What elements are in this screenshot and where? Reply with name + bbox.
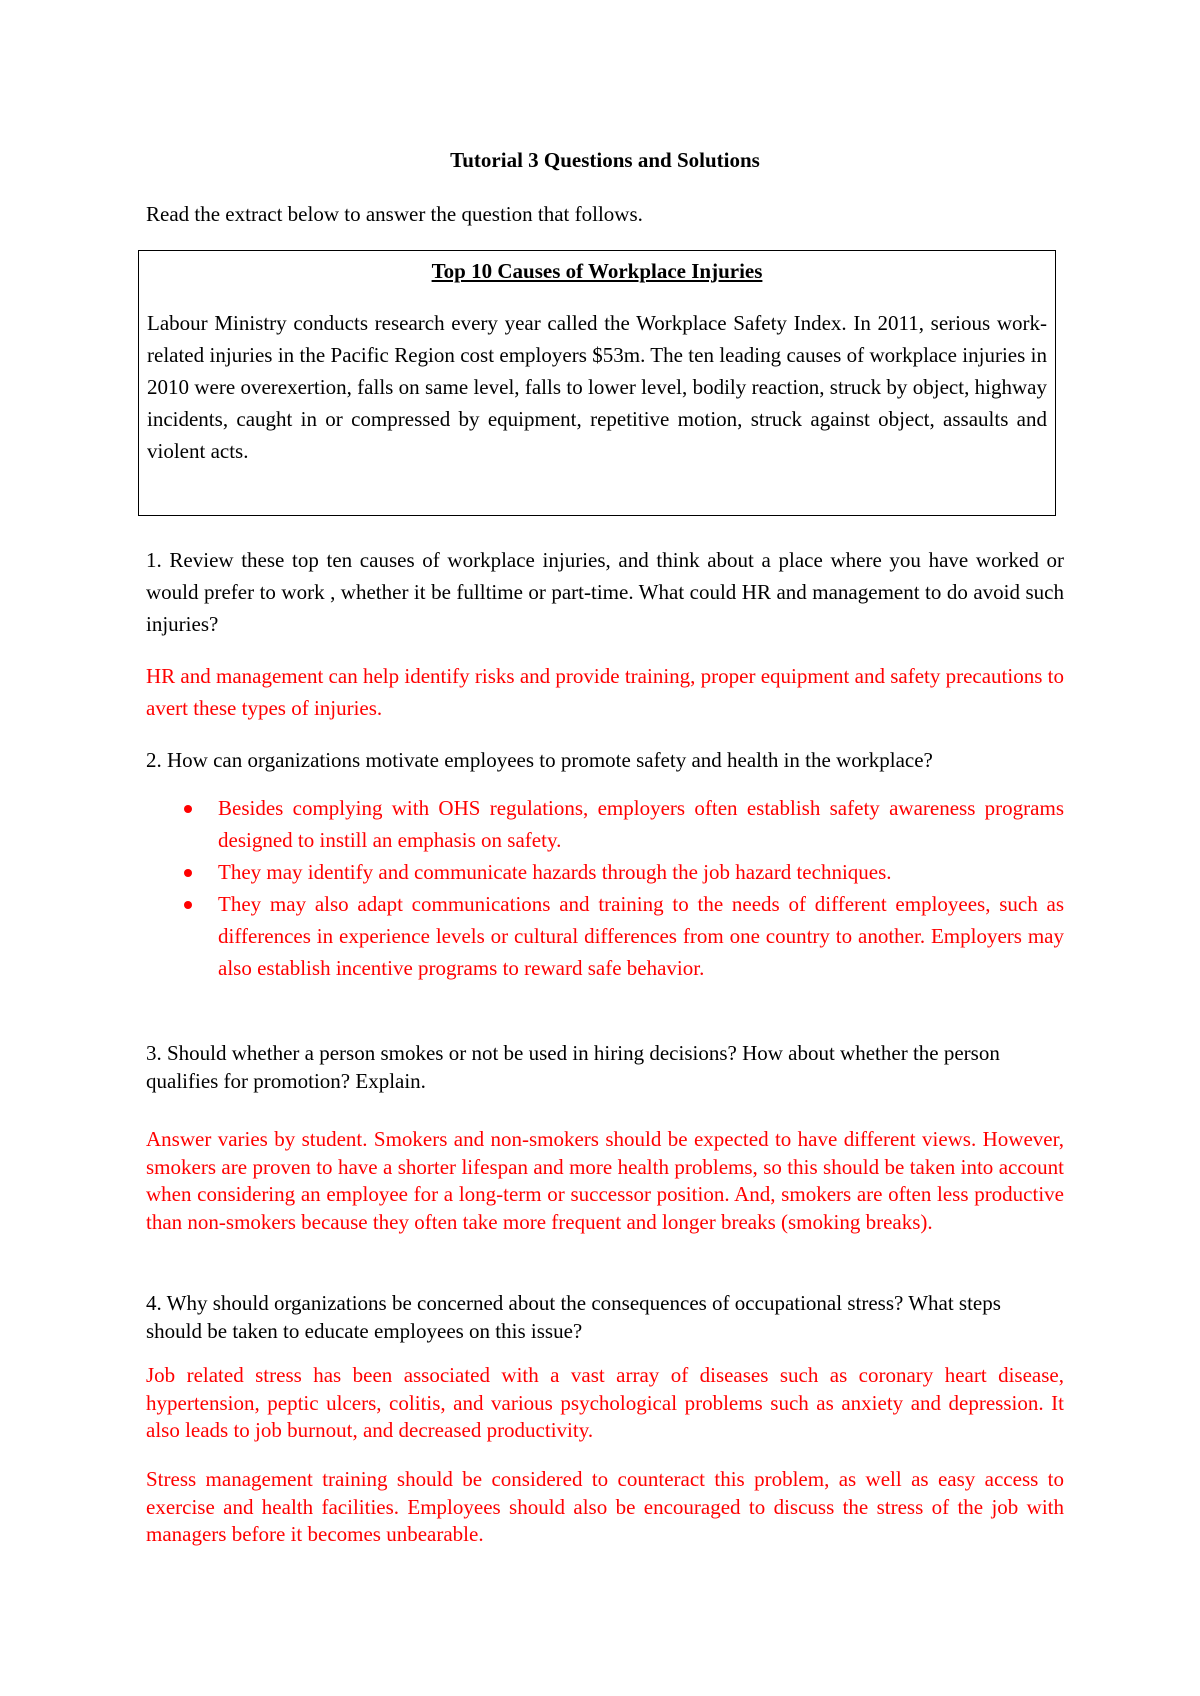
bullet-dot-icon: [184, 869, 192, 877]
answer-3: Answer varies by student. Smokers and non-smokers should be expected to have different views. However, smokers are proven to have a shorter lifespan and more health problems, so this should be taken into account when considering an employee for a long-term or successor position. And, smokers are often less productive than non-smokers because they often take more frequent and longer breaks (smoking breaks).: [146, 1127, 1064, 1234]
answer-2-bullet-text: Besides complying with OHS regulations, employers often establish safety awareness programs designed to instill an emphasis on safety.: [218, 796, 1064, 852]
answer-2-bullet: [146, 856, 1064, 888]
bullet-dot-icon: [184, 805, 192, 813]
answer-1: HR and management can help identify risks and provide training, proper equipment and safety precautions to avert these types of injuries.: [146, 664, 1064, 720]
answer-2-bullet: [146, 792, 1064, 856]
question-3: 3. Should whether a person smokes or not be used in hiring decisions? How about whether the person qualifies for promotion? Explain.: [146, 1041, 1000, 1093]
intro-text: Read the extract below to answer the question that follows.: [146, 202, 643, 226]
document-title: Tutorial 3 Questions and Solutions: [450, 148, 760, 172]
extract-box: [138, 250, 1056, 516]
bullet-dot-icon: [184, 901, 192, 909]
extract-heading: Top 10 Causes of Workplace Injuries: [431, 259, 763, 283]
answer-2-bullet-text: They may identify and communicate hazards through the job hazard techniques.: [218, 860, 892, 884]
question-2: 2. How can organizations motivate employees to promote safety and health in the workplace?: [146, 748, 933, 772]
answer-4: Job related stress has been associated with a vast array of diseases such as coronary heart disease, hypertension, peptic ulcers, colitis, and various psychological problems such as anxiety and depression. It also leads to job burnout, and decreased productivity.: [146, 1363, 1064, 1442]
answer-2-bullet-text: They may also adapt communications and training to the needs of different employees, such as differences in experience levels or cultural differences from one country to another. Employers may also establish incentive programs to reward safe behavior.: [218, 892, 1064, 980]
question-4: 4. Why should organizations be concerned about the consequences of occupational stress? What steps should be taken to educate employees on this issue?: [146, 1291, 1001, 1343]
answer-2-list: [146, 792, 1064, 984]
question-1: 1. Review these top ten causes of workplace injuries, and think about a place where you have worked or would prefer to work , whether it be fulltime or part-time. What could HR and management to do avoid such injuries?: [146, 548, 1064, 636]
answer-4-continued: Stress management training should be considered to counteract this problem, as well as easy access to exercise and health facilities. Employees should also be encouraged to discuss the stress of the job with managers before it becomes unbearable.: [146, 1467, 1064, 1546]
extract-body: Labour Ministry conducts research every year called the Workplace Safety Index. In 2011, serious work-related injuries in the Pacific Region cost employers $53m. The ten leading causes of workplace injuries in 2010 were overexertion, falls on same level, falls to lower level, bodily reaction, struck by object, highway incidents, caught in or compressed by equipment, repetitive motion, struck against object, assaults and violent acts.: [147, 311, 1047, 463]
answer-2-bullet: [146, 888, 1064, 984]
